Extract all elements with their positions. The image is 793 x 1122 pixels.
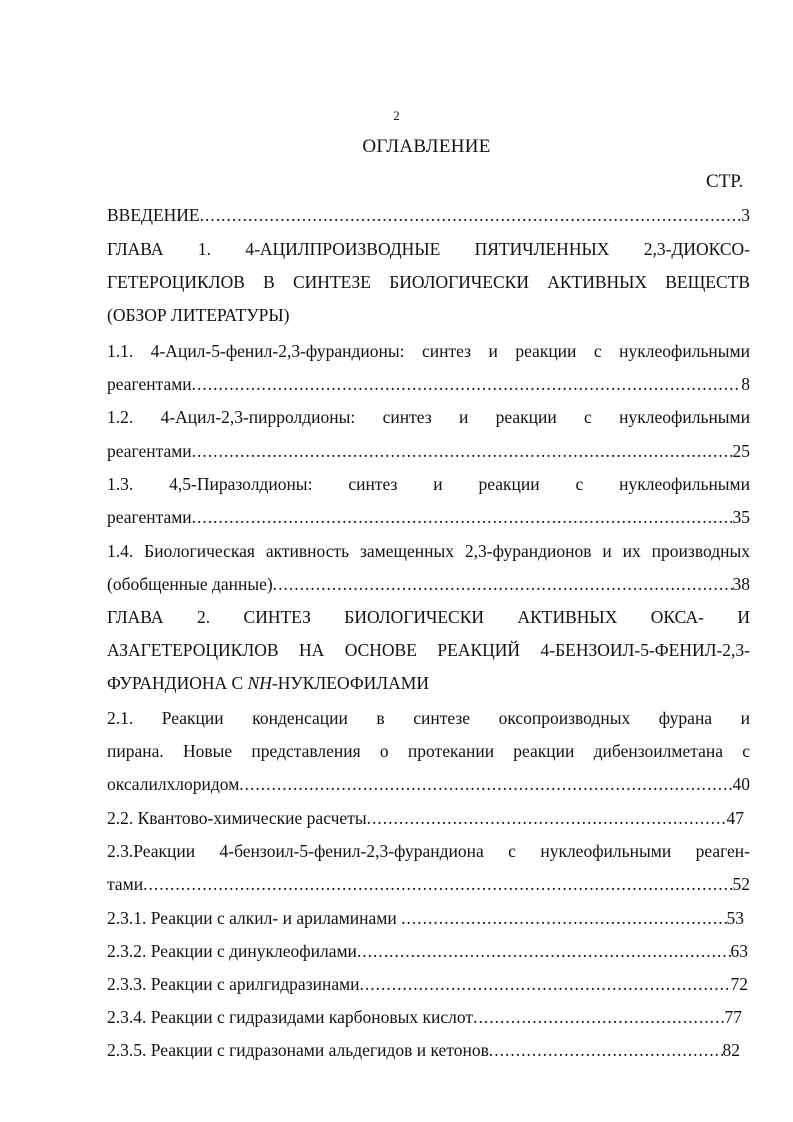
toc-entry-page: 82 (722, 1040, 740, 1060)
toc-entry-2-3-line-2[interactable] (107, 872, 750, 896)
toc-leader-dots (489, 1038, 723, 1062)
toc-entry-2-3-3[interactable] (107, 972, 748, 996)
toc-entry-1-1-line-1[interactable]: 1.1. 4-Ацил-5-фенил-2,3-фурандионы: синтез и реакции с нуклеофильными (107, 341, 750, 361)
toc-entry-page: 25 (732, 441, 750, 461)
toc-entry-1-3-line-2[interactable] (107, 505, 750, 529)
toc-leader-dots (367, 806, 727, 830)
page-column-label: СТР. (706, 171, 744, 192)
toc-entry-2-3-line-1[interactable]: 2.3.Реакции 4-бензоил-5-фенил-2,3-фурандиона с нуклеофильными реаген- (107, 841, 750, 861)
toc-entry-page: 47 (726, 808, 744, 828)
toc-entry-page: 35 (732, 507, 750, 527)
toc-entry-text: реагентами (107, 374, 192, 394)
toc-leader-dots (192, 372, 742, 396)
toc-entry-2-3-2[interactable] (107, 939, 748, 963)
toc-entry-text: ВВЕДЕНИЕ (107, 205, 200, 225)
toc-leader-dots (192, 439, 733, 463)
toc-chapter-2-line-1[interactable]: ГЛАВА 2. СИНТЕЗ БИОЛОГИЧЕСКИ АКТИВНЫХ ОКСА- И (107, 607, 750, 627)
toc-entry-1-2-line-2[interactable] (107, 439, 750, 463)
toc-entry-text: реагентами (107, 507, 192, 527)
toc-entry-page: 52 (732, 874, 750, 894)
toc-entry-1-1-line-2[interactable] (107, 372, 750, 396)
toc-title: ОГЛАВЛЕНИЕ (362, 136, 491, 157)
toc-entry-2-1-line-3[interactable] (107, 772, 750, 796)
toc-chapter-1-line-1[interactable]: ГЛАВА 1. 4-АЦИЛПРОИЗВОДНЫЕ ПЯТИЧЛЕННЫХ 2,3-ДИОКСО- (107, 239, 750, 259)
toc-entry-2-2[interactable] (107, 806, 744, 830)
toc-entry-1-4-line-1[interactable]: 1.4. Биологическая активность замещенных 2,3-фурандионов и их производных (107, 541, 750, 561)
toc-leader-dots (473, 1005, 724, 1029)
toc-entry-page: 38 (732, 574, 750, 594)
toc-leader-dots (273, 572, 733, 596)
toc-entry-2-3-4[interactable] (107, 1005, 742, 1029)
toc-chapter-2-line-2[interactable]: АЗАГЕТЕРОЦИКЛОВ НА ОСНОВЕ РЕАКЦИЙ 4-БЕНЗОИЛ-5-ФЕНИЛ-2,3- (107, 640, 750, 660)
toc-entry-text: (обобщенные данные) (107, 574, 273, 594)
toc-entry-page: 77 (724, 1007, 742, 1027)
toc-chapter-2-text: ФУРАНДИОНА С (107, 673, 248, 693)
toc-entry-page: 63 (730, 941, 748, 961)
toc-entry-text: реагентами (107, 441, 192, 461)
toc-entry-2-1-line-2[interactable]: пирана. Новые представления о протекании реакции дибензоилметана с (107, 741, 750, 761)
toc-entry-text: тами (107, 874, 144, 894)
toc-chapter-2-line-3[interactable] (107, 671, 750, 695)
toc-chapter-1-line-2[interactable]: ГЕТЕРОЦИКЛОВ В СИНТЕЗЕ БИОЛОГИЧЕСКИ АКТИВНЫХ ВЕЩЕСТВ (107, 272, 750, 292)
toc-leader-dots (200, 203, 742, 227)
toc-entry-2-3-5[interactable] (107, 1038, 740, 1062)
toc-entry-text: 2.3.3. Реакции с арилгидразинами (107, 974, 360, 994)
toc-entry-text: 2.3.2. Реакции с динуклеофилами (107, 941, 357, 961)
toc-entry-page: 3 (741, 205, 750, 225)
toc-entry-text: 2.3.1. Реакции с алкил- и ариламинами (107, 908, 402, 928)
toc-entry-text: 2.2. Квантово-химические расчеты (107, 808, 367, 828)
toc-entry-2-1-line-1[interactable]: 2.1. Реакции конденсации в синтезе оксопроизводных фурана и (107, 708, 750, 728)
toc-entry-intro[interactable] (107, 203, 750, 227)
toc-entry-page: 8 (741, 374, 750, 394)
toc-chapter-1-line-3[interactable]: (ОБЗОР ЛИТЕРАТУРЫ) (107, 305, 290, 325)
toc-leader-dots (192, 505, 733, 529)
toc-chapter-2-italic: NH (247, 673, 272, 693)
toc-entry-1-2-line-1[interactable]: 1.2. 4-Ацил-2,3-пирролдионы: синтез и реакции с нуклеофильными (107, 407, 750, 427)
toc-entry-1-4-line-2[interactable] (107, 572, 750, 596)
toc-leader-dots (357, 939, 731, 963)
toc-entry-text: 2.3.5. Реакции с гидразонами альдегидов и кетонов (107, 1040, 489, 1060)
toc-entry-2-3-1[interactable] (107, 906, 744, 930)
toc-chapter-2-text-end: -НУКЛЕОФИЛАМИ (271, 673, 429, 693)
toc-leader-dots (143, 872, 732, 896)
toc-entry-1-3-line-1[interactable]: 1.3. 4,5-Пиразолдионы: синтез и реакции с нуклеофильными (107, 474, 750, 494)
toc-entry-page: 53 (726, 908, 744, 928)
toc-leader-dots (360, 972, 731, 996)
toc-entry-text: оксалилхлоридом (107, 774, 240, 794)
toc-entry-page: 40 (732, 774, 750, 794)
toc-entry-page: 72 (730, 974, 748, 994)
toc-leader-dots (401, 906, 726, 930)
toc-entry-text: 2.3.4. Реакции с гидразидами карбоновых кислот (107, 1007, 474, 1027)
toc-leader-dots (239, 772, 732, 796)
page-number: 2 (393, 108, 400, 123)
